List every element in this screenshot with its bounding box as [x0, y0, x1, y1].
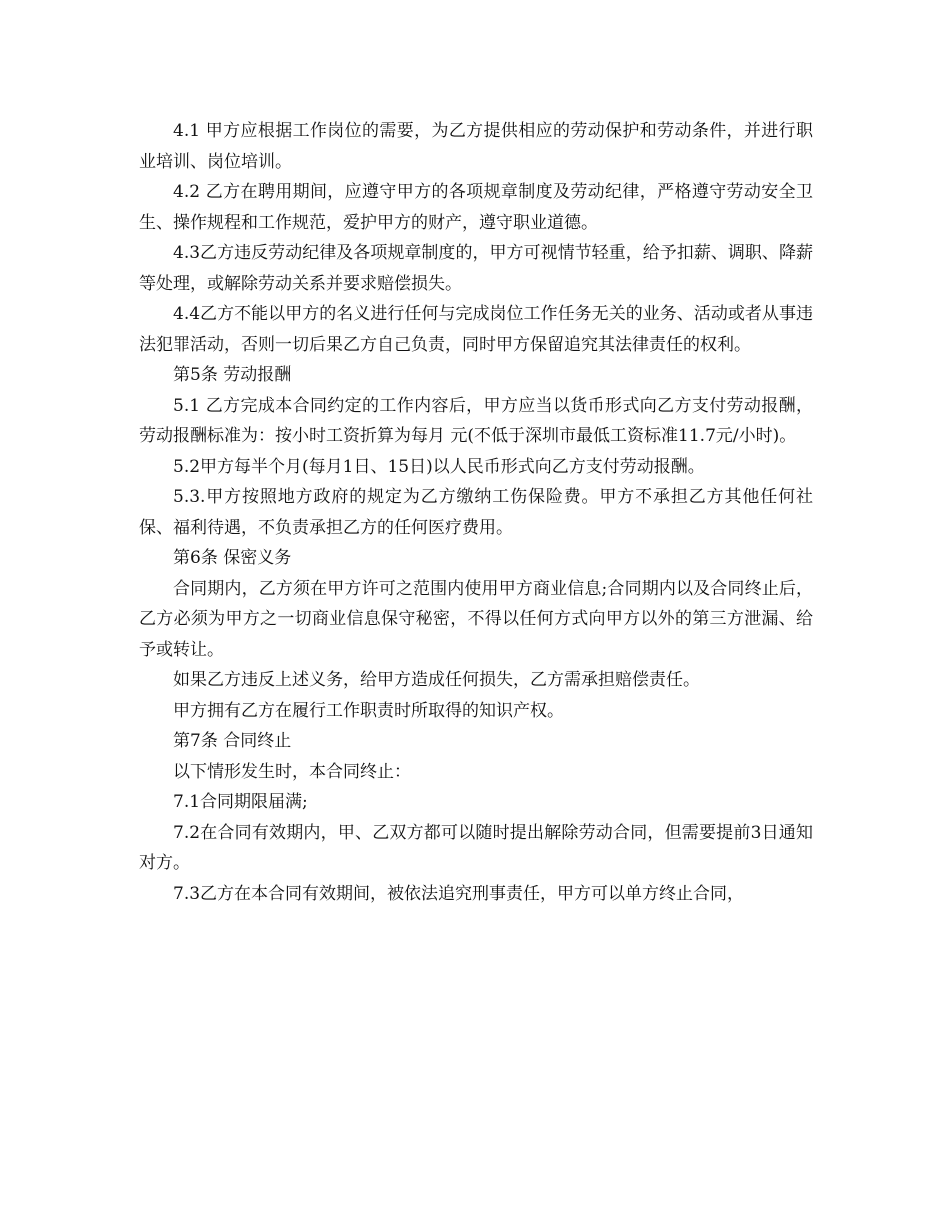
article-6-heading: 第6条 保密义务 — [173, 548, 292, 568]
confidentiality-paragraph: 合同期内，乙方须在甲方许可之范围内使用甲方商业信息;合同期内以及合同终止后，乙方必须为甲方之一切商业信息保守秘密，不得以任何方式向甲方以外的第三方泄漏、给予或转让。 — [139, 578, 813, 660]
article-5-heading: 第5条 劳动报酬 — [173, 365, 292, 385]
clause-5-3: 5.3.甲方按照地方政府的规定为乙方缴纳工伤保险费。甲方不承担乙方其他任何社保、福利待遇，不负责承担乙方的任何医疗费用。 — [139, 487, 813, 538]
breach-paragraph: 如果乙方违反上述义务，给甲方造成任何损失，乙方需承担赔偿责任。 — [173, 670, 700, 690]
clause-7-1: 7.1合同期限届满; — [173, 792, 308, 812]
clause-7-2: 7.2在合同有效期内，甲、乙双方都可以随时提出解除劳动合同，但需要提前3日通知对方。 — [139, 822, 813, 873]
clause-4-2: 4.2 乙方在聘用期间，应遵守甲方的各项规章制度及劳动纪律，严格遵守劳动安全卫生、操作规程和工作规范，爱护甲方的财产，遵守职业道德。 — [139, 182, 813, 233]
termination-intro: 以下情形发生时，本合同终止： — [173, 761, 411, 782]
clause-7-3: 7.3乙方在本合同有效期间，被依法追究刑事责任，甲方可以单方终止合同， — [173, 883, 745, 904]
clause-5-2: 5.2甲方每半个月(每月1日、15日)以人民币形式向乙方支付劳动报酬。 — [173, 456, 705, 477]
ip-paragraph: 甲方拥有乙方在履行工作职责时所取得的知识产权。 — [173, 700, 564, 721]
clause-4-4: 4.4乙方不能以甲方的名义进行任何与完成岗位工作任务无关的业务、活动或者从事违法犯罪活动，否则一切后果乙方自己负责，同时甲方保留追究其法律责任的权利。 — [139, 304, 813, 355]
article-7-heading: 第7条 合同终止 — [173, 731, 292, 751]
clause-5-1: 5.1 乙方完成本合同约定的工作内容后，甲方应当以货币形式向乙方支付劳动报酬，劳动报酬标准为：按小时工资折算为每月 元(不低于深圳市最低工资标准11.7元/小时)。 — [139, 395, 813, 446]
clause-4-1: 4.1 甲方应根据工作岗位的需要，为乙方提供相应的劳动保护和劳动条件，并进行职业培训、岗位培训。 — [139, 121, 813, 172]
clause-4-3: 4.3乙方违反劳动纪律及各项规章制度的，甲方可视情节轻重，给予扣薪、调职、降薪等处理，或解除劳动关系并要求赔偿损失。 — [139, 243, 813, 294]
document-body — [139, 116, 813, 909]
